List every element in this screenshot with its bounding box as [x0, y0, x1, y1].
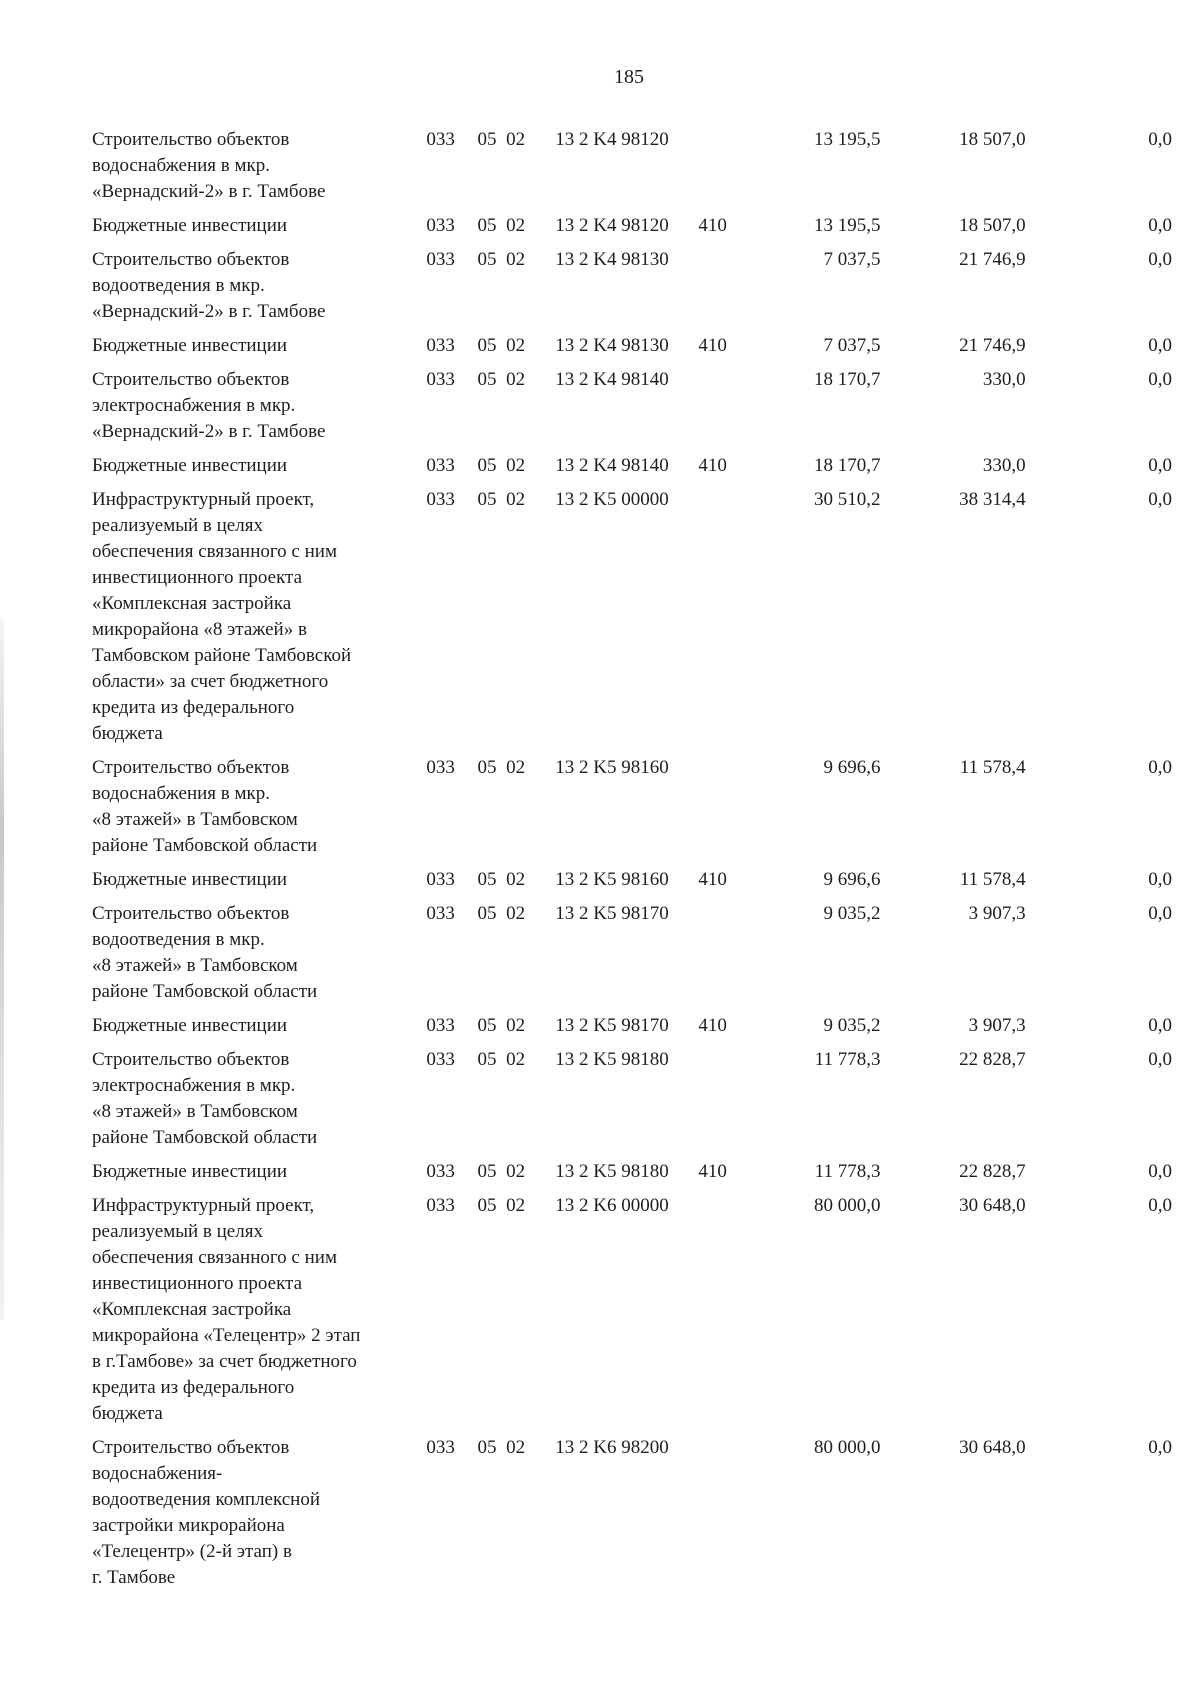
item-name-line: Строительство объектов: [92, 757, 290, 778]
amount-year-2: 330,0: [982, 369, 1026, 390]
item-name-line: Бюджетные инвестиции: [92, 1161, 288, 1182]
item-name-line: Инфраструктурный проект,: [92, 1195, 315, 1216]
subsection-code: 02: [506, 1161, 526, 1182]
item-name-line: Строительство объектов: [92, 1437, 290, 1458]
amount-year-3: 0,0: [1148, 1437, 1172, 1458]
item-name-line: районе Тамбовской области: [92, 1127, 318, 1148]
subsection-code: 02: [506, 1015, 526, 1036]
expense-type-code: [698, 127, 751, 213]
item-name-line: водоснабжения в мкр.: [92, 155, 271, 176]
item-name: [92, 1159, 426, 1193]
item-name-line: кредита из федерального: [92, 697, 295, 718]
item-name-line: «Вернадский-2» в г. Тамбове: [92, 421, 326, 442]
item-name-line: «8 этажей» в Тамбовском: [92, 1101, 298, 1122]
section-code: 05: [477, 1161, 497, 1182]
item-name-line: бюджета: [92, 1403, 163, 1424]
amount-year-3: 0,0: [1148, 1049, 1172, 1070]
amount-year-1: 11 778,3: [814, 1161, 881, 1182]
table-row: [92, 1013, 1172, 1047]
amount-year-2: 11 578,4: [959, 757, 1026, 778]
amount-year-3: 0,0: [1148, 129, 1172, 150]
item-name-line: «Комплексная застройка: [92, 1299, 292, 1320]
expense-type-code: [698, 901, 751, 1013]
item-name-line: Бюджетные инвестиции: [92, 215, 288, 236]
expense-type-code: [698, 755, 751, 867]
target-article-code: 13 2 K5 98170: [555, 903, 669, 924]
amount-year-3: 0,0: [1148, 489, 1172, 510]
item-name-line: инвестиционного проекта: [92, 567, 303, 588]
item-name: [92, 127, 426, 213]
amount-year-2: 21 746,9: [959, 249, 1026, 270]
page-number: 185: [614, 66, 644, 88]
target-article-code: 13 2 K5 98180: [555, 1161, 669, 1182]
target-article-code: 13 2 K5 00000: [555, 489, 669, 510]
amount-year-2: 21 746,9: [959, 335, 1026, 356]
amount-year-3: 0,0: [1148, 335, 1172, 356]
item-name: [92, 333, 426, 367]
amount-year-1: 13 195,5: [813, 129, 881, 150]
target-article-code: 13 2 K5 98160: [555, 869, 669, 890]
item-name-line: водоснабжения-: [92, 1463, 223, 1484]
amount-year-3: 0,0: [1148, 1015, 1172, 1036]
subsection-code: 02: [506, 869, 526, 890]
target-article-code: 13 2 K5 98160: [555, 757, 669, 778]
table-row: [92, 1159, 1172, 1193]
amount-year-1: 80 000,0: [813, 1437, 881, 1458]
item-name-line: Строительство объектов: [92, 129, 290, 150]
item-name-line: микрорайона «8 этажей» в: [92, 619, 307, 640]
amount-year-3: 0,0: [1148, 249, 1172, 270]
amount-year-2: 11 578,4: [959, 869, 1026, 890]
section-code: 05: [477, 869, 497, 890]
grbs-code: 033: [426, 455, 455, 476]
amount-year-1: 13 195,5: [813, 215, 881, 236]
subsection-code: 02: [506, 249, 526, 270]
amount-year-3: 0,0: [1148, 757, 1172, 778]
item-name-line: реализуемый в целях: [92, 1221, 263, 1242]
item-name-line: г. Тамбове: [92, 1567, 176, 1588]
subsection-code: 02: [506, 215, 526, 236]
item-name: [92, 453, 426, 487]
item-name: [92, 247, 426, 333]
grbs-code: 033: [426, 489, 455, 510]
table-row: [92, 367, 1172, 453]
item-name: [92, 1047, 426, 1159]
item-name-line: Строительство объектов: [92, 249, 290, 270]
item-name-line: Тамбовском районе Тамбовской: [92, 645, 352, 666]
amount-year-2: 18 507,0: [959, 215, 1026, 236]
subsection-code: 02: [506, 1049, 526, 1070]
section-code: 05: [477, 489, 497, 510]
target-article-code: 13 2 K4 98120: [555, 215, 669, 236]
amount-year-3: 0,0: [1148, 1161, 1172, 1182]
item-name: [92, 867, 426, 901]
item-name-line: «8 этажей» в Тамбовском: [92, 955, 298, 976]
table-row: [92, 213, 1172, 247]
item-name-line: микрорайона «Телецентр» 2 этап: [92, 1325, 361, 1346]
item-name-line: «8 этажей» в Тамбовском: [92, 809, 298, 830]
item-name-line: застройки микрорайона: [92, 1515, 285, 1536]
amount-year-1: 18 170,7: [813, 369, 881, 390]
amount-year-1: 9 696,6: [823, 757, 881, 778]
amount-year-2: 38 314,4: [959, 489, 1026, 510]
table-row: [92, 453, 1172, 487]
expense-type-code: [698, 1435, 751, 1599]
item-name-line: «Телецентр» (2-й этап) в: [92, 1541, 292, 1562]
section-code: 05: [477, 1049, 497, 1070]
amount-year-2: 30 648,0: [959, 1195, 1026, 1216]
table-row: [92, 867, 1172, 901]
expense-type-code: [698, 247, 751, 333]
amount-year-3: 0,0: [1148, 369, 1172, 390]
section-code: 05: [477, 1015, 497, 1036]
target-article-code: 13 2 K4 98140: [555, 369, 669, 390]
subsection-code: 02: [506, 1195, 526, 1216]
item-name-line: водоотведения в мкр.: [92, 929, 265, 950]
budget-table: [92, 127, 1172, 1599]
amount-year-1: 18 170,7: [813, 455, 881, 476]
grbs-code: 033: [426, 903, 455, 924]
target-article-code: 13 2 K6 98200: [555, 1437, 669, 1458]
subsection-code: 02: [506, 369, 526, 390]
item-name-line: водоотведения комплексной: [92, 1489, 321, 1510]
item-name-line: Бюджетные инвестиции: [92, 455, 288, 476]
expense-type-code: 410: [698, 869, 727, 890]
section-code: 05: [477, 369, 497, 390]
section-code: 05: [477, 1437, 497, 1458]
grbs-code: 033: [426, 129, 455, 150]
amount-year-1: 80 000,0: [813, 1195, 881, 1216]
table-row: [92, 1193, 1172, 1435]
subsection-code: 02: [506, 129, 526, 150]
amount-year-3: 0,0: [1148, 869, 1172, 890]
amount-year-1: 9 696,6: [823, 869, 881, 890]
target-article-code: 13 2 K4 98130: [555, 249, 669, 270]
grbs-code: 033: [426, 1049, 455, 1070]
subsection-code: 02: [506, 903, 526, 924]
amount-year-2: 330,0: [982, 455, 1026, 476]
budget-table-body: [92, 127, 1172, 1599]
grbs-code: 033: [426, 215, 455, 236]
target-article-code: 13 2 K4 98120: [555, 129, 669, 150]
amount-year-2: 3 907,3: [968, 903, 1026, 924]
subsection-code: 02: [506, 757, 526, 778]
item-name-line: области» за счет бюджетного: [92, 671, 329, 692]
item-name-line: водоснабжения в мкр.: [92, 783, 271, 804]
item-name-line: Строительство объектов: [92, 1049, 290, 1070]
item-name: [92, 213, 426, 247]
target-article-code: 13 2 K5 98170: [555, 1015, 669, 1036]
amount-year-1: 9 035,2: [823, 1015, 881, 1036]
subsection-code: 02: [506, 1437, 526, 1458]
amount-year-2: 22 828,7: [959, 1161, 1026, 1182]
item-name-line: электроснабжения в мкр.: [92, 395, 296, 416]
grbs-code: 033: [426, 1437, 455, 1458]
target-article-code: 13 2 K4 98140: [555, 455, 669, 476]
table-row: [92, 901, 1172, 1013]
section-code: 05: [477, 455, 497, 476]
item-name-line: Строительство объектов: [92, 903, 290, 924]
item-name-line: «Вернадский-2» в г. Тамбове: [92, 181, 326, 202]
amount-year-1: 7 037,5: [823, 335, 881, 356]
amount-year-3: 0,0: [1148, 903, 1172, 924]
target-article-code: 13 2 K6 00000: [555, 1195, 669, 1216]
item-name-line: Бюджетные инвестиции: [92, 1015, 288, 1036]
table-row: [92, 333, 1172, 367]
item-name-line: «Вернадский-2» в г. Тамбове: [92, 301, 326, 322]
table-row: [92, 247, 1172, 333]
section-code: 05: [477, 1195, 497, 1216]
item-name-line: реализуемый в целях: [92, 515, 263, 536]
table-row: [92, 487, 1172, 755]
item-name-line: бюджета: [92, 723, 163, 744]
amount-year-1: 11 778,3: [814, 1049, 881, 1070]
grbs-code: 033: [426, 335, 455, 356]
section-code: 05: [477, 903, 497, 924]
grbs-code: 033: [426, 1195, 455, 1216]
item-name-line: районе Тамбовской области: [92, 981, 318, 1002]
item-name-line: Инфраструктурный проект,: [92, 489, 315, 510]
amount-year-3: 0,0: [1148, 1195, 1172, 1216]
amount-year-2: 18 507,0: [959, 129, 1026, 150]
amount-year-2: 22 828,7: [959, 1049, 1026, 1070]
amount-year-1: 30 510,2: [813, 489, 881, 510]
table-row: [92, 127, 1172, 213]
item-name: [92, 1435, 426, 1599]
grbs-code: 033: [426, 1161, 455, 1182]
table-row: [92, 755, 1172, 867]
grbs-code: 033: [426, 869, 455, 890]
item-name-line: Строительство объектов: [92, 369, 290, 390]
amount-year-2: 3 907,3: [968, 1015, 1026, 1036]
item-name: [92, 367, 426, 453]
section-code: 05: [477, 757, 497, 778]
amount-year-1: 7 037,5: [823, 249, 881, 270]
item-name: [92, 487, 426, 755]
item-name: [92, 901, 426, 1013]
grbs-code: 033: [426, 369, 455, 390]
expense-type-code: 410: [698, 455, 727, 476]
section-code: 05: [477, 335, 497, 356]
expense-type-code: [698, 487, 751, 755]
item-name-line: Бюджетные инвестиции: [92, 869, 288, 890]
subsection-code: 02: [506, 455, 526, 476]
item-name-line: кредита из федерального: [92, 1377, 295, 1398]
expense-type-code: [698, 367, 751, 453]
amount-year-2: 30 648,0: [959, 1437, 1026, 1458]
section-code: 05: [477, 129, 497, 150]
item-name-line: в г.Тамбове» за счет бюджетного: [92, 1351, 357, 1372]
grbs-code: 033: [426, 249, 455, 270]
item-name-line: «Комплексная застройка: [92, 593, 292, 614]
expense-type-code: [698, 1193, 751, 1435]
table-row: [92, 1047, 1172, 1159]
expense-type-code: 410: [698, 335, 727, 356]
expense-type-code: 410: [698, 1015, 727, 1036]
item-name-line: районе Тамбовской области: [92, 835, 318, 856]
amount-year-3: 0,0: [1148, 215, 1172, 236]
section-code: 05: [477, 215, 497, 236]
item-name-line: обеспечения связанного с ним: [92, 1247, 337, 1268]
item-name: [92, 1013, 426, 1047]
grbs-code: 033: [426, 1015, 455, 1036]
item-name: [92, 1193, 426, 1435]
subsection-code: 02: [506, 335, 526, 356]
table-row: [92, 1435, 1172, 1599]
item-name-line: обеспечения связанного с ним: [92, 541, 337, 562]
amount-year-1: 9 035,2: [823, 903, 881, 924]
item-name: [92, 755, 426, 867]
item-name-line: электроснабжения в мкр.: [92, 1075, 296, 1096]
subsection-code: 02: [506, 489, 526, 510]
expense-type-code: 410: [698, 215, 727, 236]
amount-year-3: 0,0: [1148, 455, 1172, 476]
item-name-line: Бюджетные инвестиции: [92, 335, 288, 356]
section-code: 05: [477, 249, 497, 270]
scan-edge-shadow: [0, 620, 4, 1320]
item-name-line: водоотведения в мкр.: [92, 275, 265, 296]
grbs-code: 033: [426, 757, 455, 778]
expense-type-code: [698, 1047, 751, 1159]
item-name-line: инвестиционного проекта: [92, 1273, 303, 1294]
target-article-code: 13 2 K4 98130: [555, 335, 669, 356]
expense-type-code: 410: [698, 1161, 727, 1182]
target-article-code: 13 2 K5 98180: [555, 1049, 669, 1070]
